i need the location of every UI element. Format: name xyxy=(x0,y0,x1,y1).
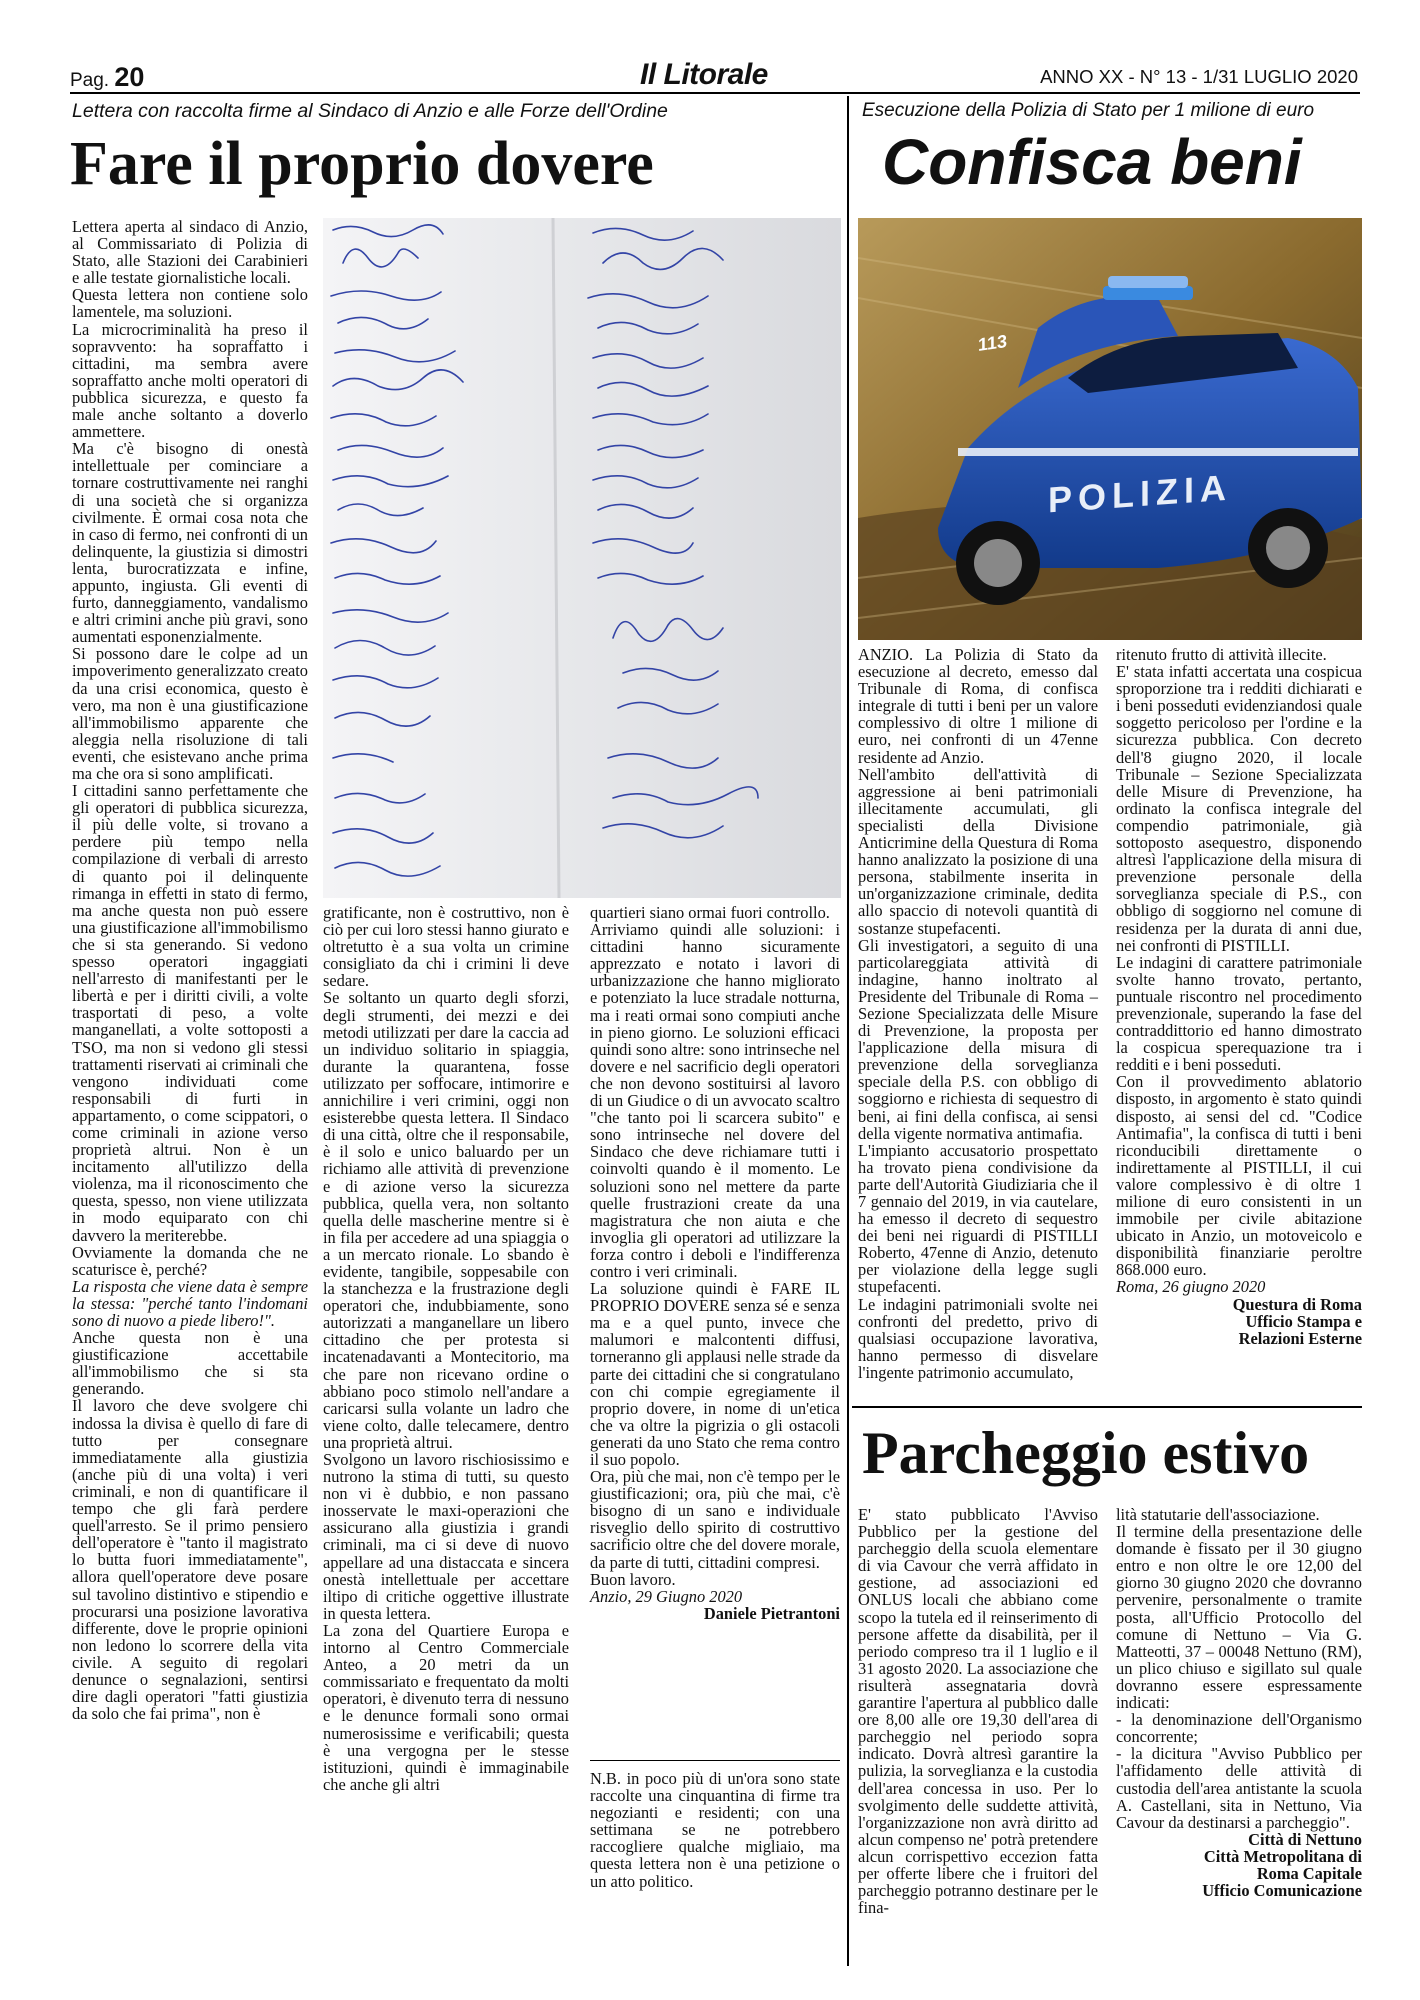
police-car-image xyxy=(858,218,1362,640)
paragraph: Lettera aperta al sindaco di Anzio, al Commissariato di Polizia di Stato, alle Stazioni dei Carabinieri e alle testate giornalistiche locali. xyxy=(72,217,308,288)
paragraph: Buon lavoro. xyxy=(590,1569,676,1589)
paragraph: lità statutarie dell'associazione. xyxy=(1116,1505,1320,1524)
paragraph: Questa lettera non contiene solo lamentele, ma soluzioni. xyxy=(72,285,308,322)
paragraph: Ora, più che mai, non c'è tempo per le giustificazioni; ora, più che mai, c'è bisogno di un sano e individuale risveglio dello spirito di costruttivo sacrificio oltre che del dovere morale, da parte di tutti, cittadini compresi. xyxy=(590,1467,840,1572)
sign-line: Città Metropolitana di xyxy=(1203,1846,1362,1866)
paragraph: Svolgono un lavoro rischiosissimo e nutrono la stima di tutti, su questo non vi è dubbio, e non passano inosservate le maxi-operazioni che assicurano alla giustizia i grandi criminali, ma ci si deve di nuovo appellare ad una distaccata e sincera onestà intellettuale per accettare iltipo di critiche oggettive illustrate in questa lettera. xyxy=(323,1450,569,1623)
nb-note: N.B. in poco più di un'ora sono state raccolte una cinquantina di firme tra negozianti e residenti; con una settimana se ne potrebbero raccogliere qualche migliaio, ma questa lettera non è una petizione o un atto politico. xyxy=(590,1769,840,1891)
issue-info: ANNO XX - N° 13 - 1/31 LUGLIO 2020 xyxy=(1040,66,1358,87)
car-number: 113 xyxy=(978,330,1008,356)
paragraph: La microcriminalità ha preso il sopravvento: ha sopraffatto i cittadini, ma sembra avere sopraffatto anche molti operatori di pubblica sicurezza, e questo fa male anche soltanto a doverlo ammettere. xyxy=(72,319,308,442)
signatures-sheet-image xyxy=(323,218,841,898)
paragraph: Ovviamente la domanda che ne scaturisce è, perché? xyxy=(72,1242,308,1279)
right-kicker: Esecuzione della Polizia di Stato per 1 milione di euro xyxy=(862,100,1315,121)
bottom-title: Parcheggio estivo xyxy=(862,1420,1310,1486)
paragraph: Ma c'è bisogno di onestà intellettuale per cominciare a tornare costruttivamente nei ranghi di una società che si organizza civilmente. È ormai cosa nota che in caso di fermo, nei confronti di un delinquente, la giustizia si dimostri lenta, burocratizzata e infine, appunto, ingiusta. Gli eventi di furto, danneggiamento, vandalismo e altri crimini anche più gravi, sono aumentati esponenzialmente. xyxy=(72,439,308,647)
bottom-col-2 xyxy=(1116,1506,1362,1899)
left-kicker: Lettera con raccolta firme al Sindaco di Anzio e alle Forze dell'Ordine xyxy=(72,100,668,122)
paragraph: - la denominazione dell'Organismo concorrente; xyxy=(1116,1710,1362,1747)
paragraph: - la dicitura "Avviso Pubblico per l'affidamento delle attività di custodia dell'area antistante la scuola A. Castellani, sita in Nettuno, Via Cavour da destinarsi a parcheggio". xyxy=(1116,1744,1362,1832)
left-title: Fare il proprio dovere xyxy=(70,130,654,198)
column-divider xyxy=(847,96,849,1966)
left-col-2 xyxy=(323,904,569,1793)
paragraph: La zona del Quartiere Europa e intorno al Centro Commerciale Anteo, a 20 metri da un commissariato e frequentato da molti operatori, è divenuto terra di nessuno e le denunce formali sono ormai numerosissime e verificabili; questa è una vergogna per le stesse istituzioni, quindi è immaginabile che anche gli altri xyxy=(323,1620,569,1794)
page-label: Pag. 20 xyxy=(70,62,145,92)
paragraph: ANZIO. La Polizia di Stato da esecuzione al decreto, emesso dal Tribunale di Roma, di confisca integrale di tutti i beni per un valore complessivo di oltre 1 milione di euro, nei confronti di un 47enne residente ad Anzio. xyxy=(858,645,1098,767)
paragraph: Il termine della presentazione delle domande è fissato per il 30 giugno entro e non oltre le ore 12,00 del giorno 30 giugno 2020 che dovranno pervenire, personalmente o tramite posta, all'Ufficio Protocollo del comune di Nettuno – Via G. Matteotti, 37 – 00048 Nettuno (RM), un plico chiuso e sigillato sul quale dovranno essere espressamente indicati: xyxy=(1116,1522,1362,1713)
paragraph: Le indagini di carattere patrimoniale svolte hanno trovato, pertanto, puntuale riscontro nel procedimento prevenzionale, superando la fase del contraddittorio ed hanno dimostrato la cospicua sperequazione tra i redditi e i beni posseduti. xyxy=(1116,952,1362,1075)
paragraph: Con il provvedimento ablatorio disposto, in argomento è stato quindi disposto, ai sensi del cd. "Codice Antimafia", la confisca di tutti i beni riconducibili direttamente o indirettamente al PISTILLI, il cui valore complessivo è di oltre 1 milione di euro consistenti in un immobile per civile abitazione ubicato in Anzio, un motoveicolo e disponibilità finanziarie peroltre 868.000 euro. xyxy=(1116,1072,1362,1280)
nb-rule xyxy=(590,1760,840,1761)
right-col-2 xyxy=(1116,646,1362,1347)
paragraph: ritenuto frutto di attività illecite. xyxy=(1116,645,1327,664)
paragraph: Gli investigatori, a seguito di una particolareggiata attività di indagine, hanno inoltrato al Presidente del Tribunale di Roma – Sezione Specializzata delle Misure di Prevenzione, la proposta per l'applicazione della misura di prevenzione della sorveglianza speciale della P.S. con obbligo di soggiorno e richiesta di sequestro di beni, ai fini della confisca, ai sensi della vigente normativa antimafia. xyxy=(858,935,1098,1143)
article-date: Anzio, 29 Giugno 2020 xyxy=(590,1586,743,1606)
paragraph: Arriviamo quindi alle soluzioni: i cittadini hanno sicuramente apprezzato e notato i lavori di urbanizzazione che hanno migliorato e potenziato la luce stradale notturna, ma i reati ormai sono compiuti anche in pieno giorno. Le soluzioni efficaci quindi sono altre: sono intrinseche nel dovere e nel sacrificio degli operatori che non devono sostituirsi al lavoro di un Giudice o di un avvocato scaltro "che tanto poi li scarcera subito" e sono intrinseche nel dovere del Sindaco che deve richiamare tutti i coinvolti quando è il momento. Le soluzioni sono nel mettere da parte quelle frustrazioni create da una magistratura che non aiuta e che invoglia gli operatori ad utilizzare la forza contro i deboli e l'indifferenza contro i veri criminali. xyxy=(590,920,840,1281)
paragraph: I cittadini sanno perfettamente che gli operatori di pubblica sicurezza, il più delle volte, si trovano a perdere più tempo nella compilazione di verbali di arresto di quanto poi il delinquente rimanga in effetti in stato di fermo, ma anche questa non può essere una giustificazione all'immobilismo che si sta generando. Si vedono spesso operatori ingaggiati nell'arresto di manifestanti per le libertà e per i diritti civili, a volte trasportati di peso, a volte manganellati, a volte sottoposti a TSO, ma non si vedono gli stessi trattamenti riservati ai criminali che vengono individuati come responsabili di furti in appartamento, o come scippatori, o come criminali in azione verso proprietà altrui. Non è un incitamento all'utilizzo della violenza, ma il riconoscimento che questa, spesso, non viene utilizzata in modo equiparato con chi davvero la meriterebbe. xyxy=(72,781,308,1245)
right-col-1 xyxy=(858,646,1098,1381)
paragraph: quartieri siano ormai fuori controllo. xyxy=(590,903,830,922)
police-car-photo xyxy=(858,218,1362,640)
masthead: Il Litorale xyxy=(640,58,768,91)
sign-line: Relazioni Esterne xyxy=(1238,1328,1362,1348)
paragraph: La risposta che viene data è sempre la stessa: "perché tanto l'indomani sono di nuovo a piede libero!". xyxy=(72,1276,308,1330)
paragraph: Nell'ambito dell'attività di aggressione ai beni patrimoniali illecitamente accumulati, gli specialisti della Divisione Anticrimine della Questura di Roma hanno analizzato la posizione di una persona, stabilmente inserita in un'organizzazione criminale, dedita allo spaccio di notevoli quantità di sostanze stupefacenti. xyxy=(858,764,1098,938)
paragraph: L'impianto accusatorio prospettato ha trovato piena condivisione da parte dell'Autorità Giudiziaria che il 7 gennaio del 2019, in via cautelare, ha emesso il decreto di sequestro dei beni nei riguardi di PISTILLI Roberto, 47enne di Anzio, detenuto per violazione della legge sugli stupefacenti. xyxy=(858,1140,1098,1297)
paragraph: Anche questa non è una giustificazione accettabile all'immobilismo che si sta generando. xyxy=(72,1328,308,1399)
header-rule xyxy=(70,92,1360,94)
left-col-1 xyxy=(72,218,308,1722)
sign-line: Questura di Roma xyxy=(1232,1294,1362,1314)
section-rule xyxy=(852,1406,1362,1408)
bottom-col-1 xyxy=(858,1506,1098,1916)
paragraph: E' stato pubblicato l'Avviso Pubblico per la gestione del parcheggio della scuola elementare di via Cavour che verrà affidato in gestione, ad associazioni ed ONLUS locali che abbiano come scopo la tutela ed il reinserimento di persone affette da disabilità, per il periodo compreso tra il 1 luglio e il 31 agosto 2020. La associazione che risulterà assegnataria dovrà garantire l'apertura al pubblico dalle ore 8,00 alle ore 19,30 dell'area di parcheggio nel periodo sopra indicato. Dovrà altresì garantire la pulizia, la sorveglianza e la custodia dell'area concessa in uso. Per lo svolgimento delle suddette attività, l'organizzazione non avrà diritto ad alcun compenso ne' potrà pretendere alcun corrispettivo eccezion fatta per offerte libere che i fruitori del parcheggio potranno destinare per le fina- xyxy=(858,1505,1098,1918)
sign-line: Ufficio Comunicazione xyxy=(1202,1881,1362,1901)
sign-line: Roma Capitale xyxy=(1256,1863,1362,1883)
article-date: Roma, 26 giugno 2020 xyxy=(1116,1277,1266,1297)
paragraph: gratificante, non è costruttivo, non è ciò per cui loro stessi hanno giurato e oltretutto è a sua volta un crimine consigliato da chi i crimini li deve sedare. xyxy=(323,903,569,991)
sign-line: Ufficio Stampa e xyxy=(1245,1311,1362,1331)
car-label: POLIZIA xyxy=(1048,466,1232,521)
paragraph: Se soltanto un quarto degli sforzi, degli strumenti, dei mezzi e dei metodi utilizzati per dare la caccia ad un individuo solitario in spiaggia, durante la quarantena, fosse utilizzato per soffocare, intimorire e annichilire i veri crimini, oggi non esisterebbe questa lettera. Il Sindaco di una città, oltre che il responsabile, è il solo e unico baluardo per un richiamo alle attività di prevenzione e di azione verso la sicurezza pubblica, quella vera, non soltanto quella delle mascherine mentre si è in fila per accedere ad una spiaggia o a un mercato rionale. Lo sbando è evidente, tangibile, soppesabile con la stanchezza e la frustrazione degli operatori che, indubbiamente, sono autorizzati a manganellare un libero cittadino che per protesta si incatenadavanti a Montecitorio, ma che pare non ricevano ordine o abbiano poco stimolo nell'andare a caricarsi sulla volante un ladro che viene colto, dalle telecamere, dentro una proprietà altrui. xyxy=(323,988,569,1452)
right-title: Confisca beni xyxy=(882,126,1302,198)
paragraph: E' stata infatti accertata una cospicua sproporzione tra i redditi dichiarati e i beni posseduti evidenziandosi quale soggetto pericoloso per l'ordine e la sicurezza pubblica. Con decreto dell'8 giugno 2020, il locale Tribunale – Sezione Specializzata delle Misure di Prevenzione, ha ordinato la confisca integrale del compendio patrimoniale, già sottoposto asequestro, disponendo altresì l'applicazione della misura di prevenzione personale della sorveglianza speciale di P.S., con obbligo di soggiorno nel comune di residenza per la durata di anni due, nei confronti di PISTILLI. xyxy=(1116,662,1362,955)
paragraph: La soluzione quindi è FARE IL PROPRIO DOVERE senza sé e senza ma e a quel punto, invece che malumori e malcontenti diffusi, torneranno gli applausi nelle strade da parte dei cittadini che si congratulano con chi compie egregiamente il proprio dovere, in nome di un'etica che va oltre la pigrizia o gli ostacoli generati da uno Stato che rema contro il suo popolo. xyxy=(590,1279,840,1469)
paragraph: Si possono dare le colpe ad un impoverimento generalizzato creato da una crisi economica, questo è vero, ma non è una giustificazione all'immobilismo apparente che aleggia nella risoluzione di tali eventi, che esistevano anche prima ma che ora si sono amplificati. xyxy=(72,644,308,783)
article-signature: Daniele Pietrantoni xyxy=(703,1603,840,1623)
paragraph: Il lavoro che deve svolgere chi indossa la divisa è quello di fare di tutto per consegnare immediatamente alla giustizia (anche più di una volta) i veri criminali, e non di quantificare il tempo che gli farà perdere quell'arresto. Se il primo pensiero dell'operatore è "tanto il magistrato lo butta fuori immediatamente", allora quell'operatore deve posare sul tavolino distintivo e stipendio e procurarsi una posizione lavorativa differente, dove le proprie opinioni non ledono lo scorrere della vita civile. A seguito di regolari denunce o segnalazioni, sentirsi dire dagli operatori "fatti giustizia da solo che fai prima", non è xyxy=(72,1396,308,1724)
signatures-photo xyxy=(323,218,841,898)
left-col-3 xyxy=(590,904,840,1622)
sign-line: Città di Nettuno xyxy=(1248,1829,1362,1849)
paragraph: Le indagini patrimoniali svolte nei confronti del predetto, privo di qualsiasi occupazione lavorativa, hanno permesso di disvelare l'ingente patrimonio accumulato, xyxy=(858,1294,1098,1382)
page-number: 20 xyxy=(114,62,145,92)
